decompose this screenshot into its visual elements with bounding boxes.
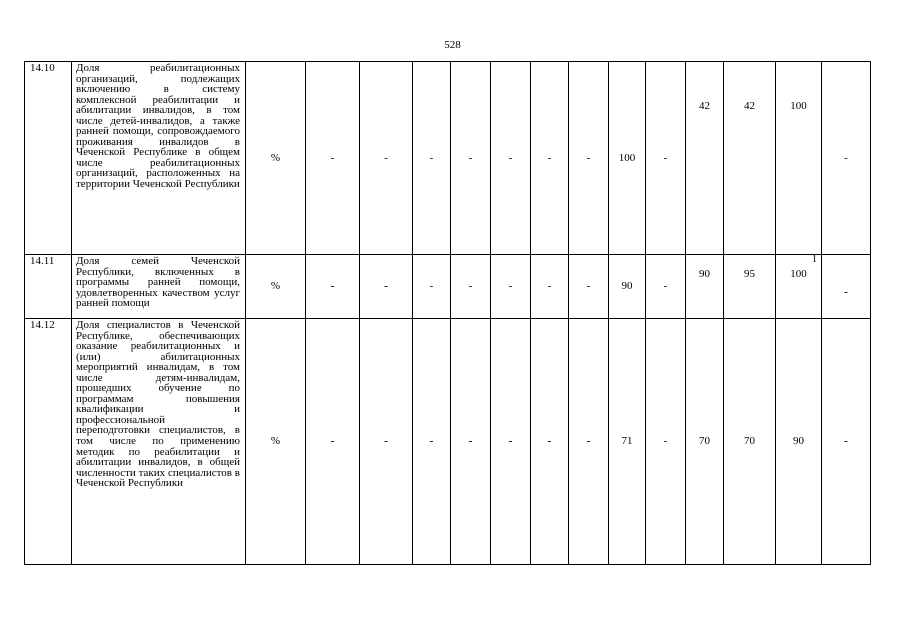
- value-cell: 100: [776, 62, 822, 255]
- row-number: 14.10: [25, 62, 72, 255]
- value-cell: -: [451, 319, 491, 565]
- value-cell: -: [531, 319, 569, 565]
- page-number: 528: [444, 39, 461, 51]
- value-cell: -: [569, 255, 609, 319]
- row-description: Доля реабилитационных организаций, подлежащих включению в систему комплексной реабилитации и абилитации инвалидов, в том числе детей-инвалидов, а также ранней помощи, сопровождаемого проживания инвалидов в Чеченской Республике в общем числе реабилитационных организаций, расположенных на территории Чеченской Республики: [72, 62, 246, 255]
- value-cell: -: [413, 62, 451, 255]
- value-cell: 90: [686, 255, 724, 319]
- value-cell: -: [451, 62, 491, 255]
- value-cell: 90: [609, 255, 646, 319]
- unit-cell: %: [246, 255, 306, 319]
- value-cell: -: [646, 255, 686, 319]
- value-cell: -: [413, 319, 451, 565]
- value-cell: -: [306, 319, 360, 565]
- value-cell: [776, 255, 822, 319]
- value-cell: 42: [724, 62, 776, 255]
- table-row: [25, 319, 871, 565]
- value-cell: -: [360, 62, 413, 255]
- value-cell: -: [646, 319, 686, 565]
- value-cell: 100: [609, 62, 646, 255]
- value-cell: -: [413, 255, 451, 319]
- value-cell: -: [306, 255, 360, 319]
- value-cell: 71: [609, 319, 646, 565]
- table-row: [25, 62, 871, 255]
- value-cell: -: [822, 319, 871, 565]
- value-cell: -: [360, 319, 413, 565]
- row-number: 14.11: [25, 255, 72, 319]
- row-description: Доля специалистов в Чеченской Республике, обеспечивающих оказание реабилитационных и (или) абилитационных мероприятий инвалидам, в том числе детям-инвалидам, прошедших обучение по программам повышения квалификации и профессиональной переподготовки специалистов, в том числе по применению методик по реабилитации и абилитации инвалидов, в общей численности таких специалистов в Чеченской Республики: [72, 319, 246, 565]
- value-cell: -: [531, 255, 569, 319]
- value-cell: -: [646, 62, 686, 255]
- footnote-marker: 1: [812, 254, 817, 265]
- row-description: Доля семей Чеченской Республики, включенных в программы ранней помощи, удовлетворенных качеством услуг ранней помощи: [72, 255, 246, 319]
- value-cell: -: [360, 255, 413, 319]
- value-cell: 95: [724, 255, 776, 319]
- indicators-table: [24, 61, 871, 565]
- table-row: [25, 255, 871, 319]
- value-text: 100: [790, 268, 807, 280]
- unit-cell: %: [246, 62, 306, 255]
- value-cell: 42: [686, 62, 724, 255]
- value-text: -: [844, 286, 848, 299]
- row-number: 14.12: [25, 319, 72, 565]
- value-cell: -: [531, 62, 569, 255]
- value-cell: -: [822, 62, 871, 255]
- value-cell: -: [491, 62, 531, 255]
- value-cell: 70: [686, 319, 724, 565]
- value-cell: -: [491, 319, 531, 565]
- value-cell: 70: [724, 319, 776, 565]
- value-cell: -: [569, 62, 609, 255]
- value-cell: [822, 255, 871, 319]
- value-cell: -: [569, 319, 609, 565]
- value-cell: -: [451, 255, 491, 319]
- value-cell: -: [491, 255, 531, 319]
- value-cell: 90: [776, 319, 822, 565]
- value-cell: -: [306, 62, 360, 255]
- unit-cell: %: [246, 319, 306, 565]
